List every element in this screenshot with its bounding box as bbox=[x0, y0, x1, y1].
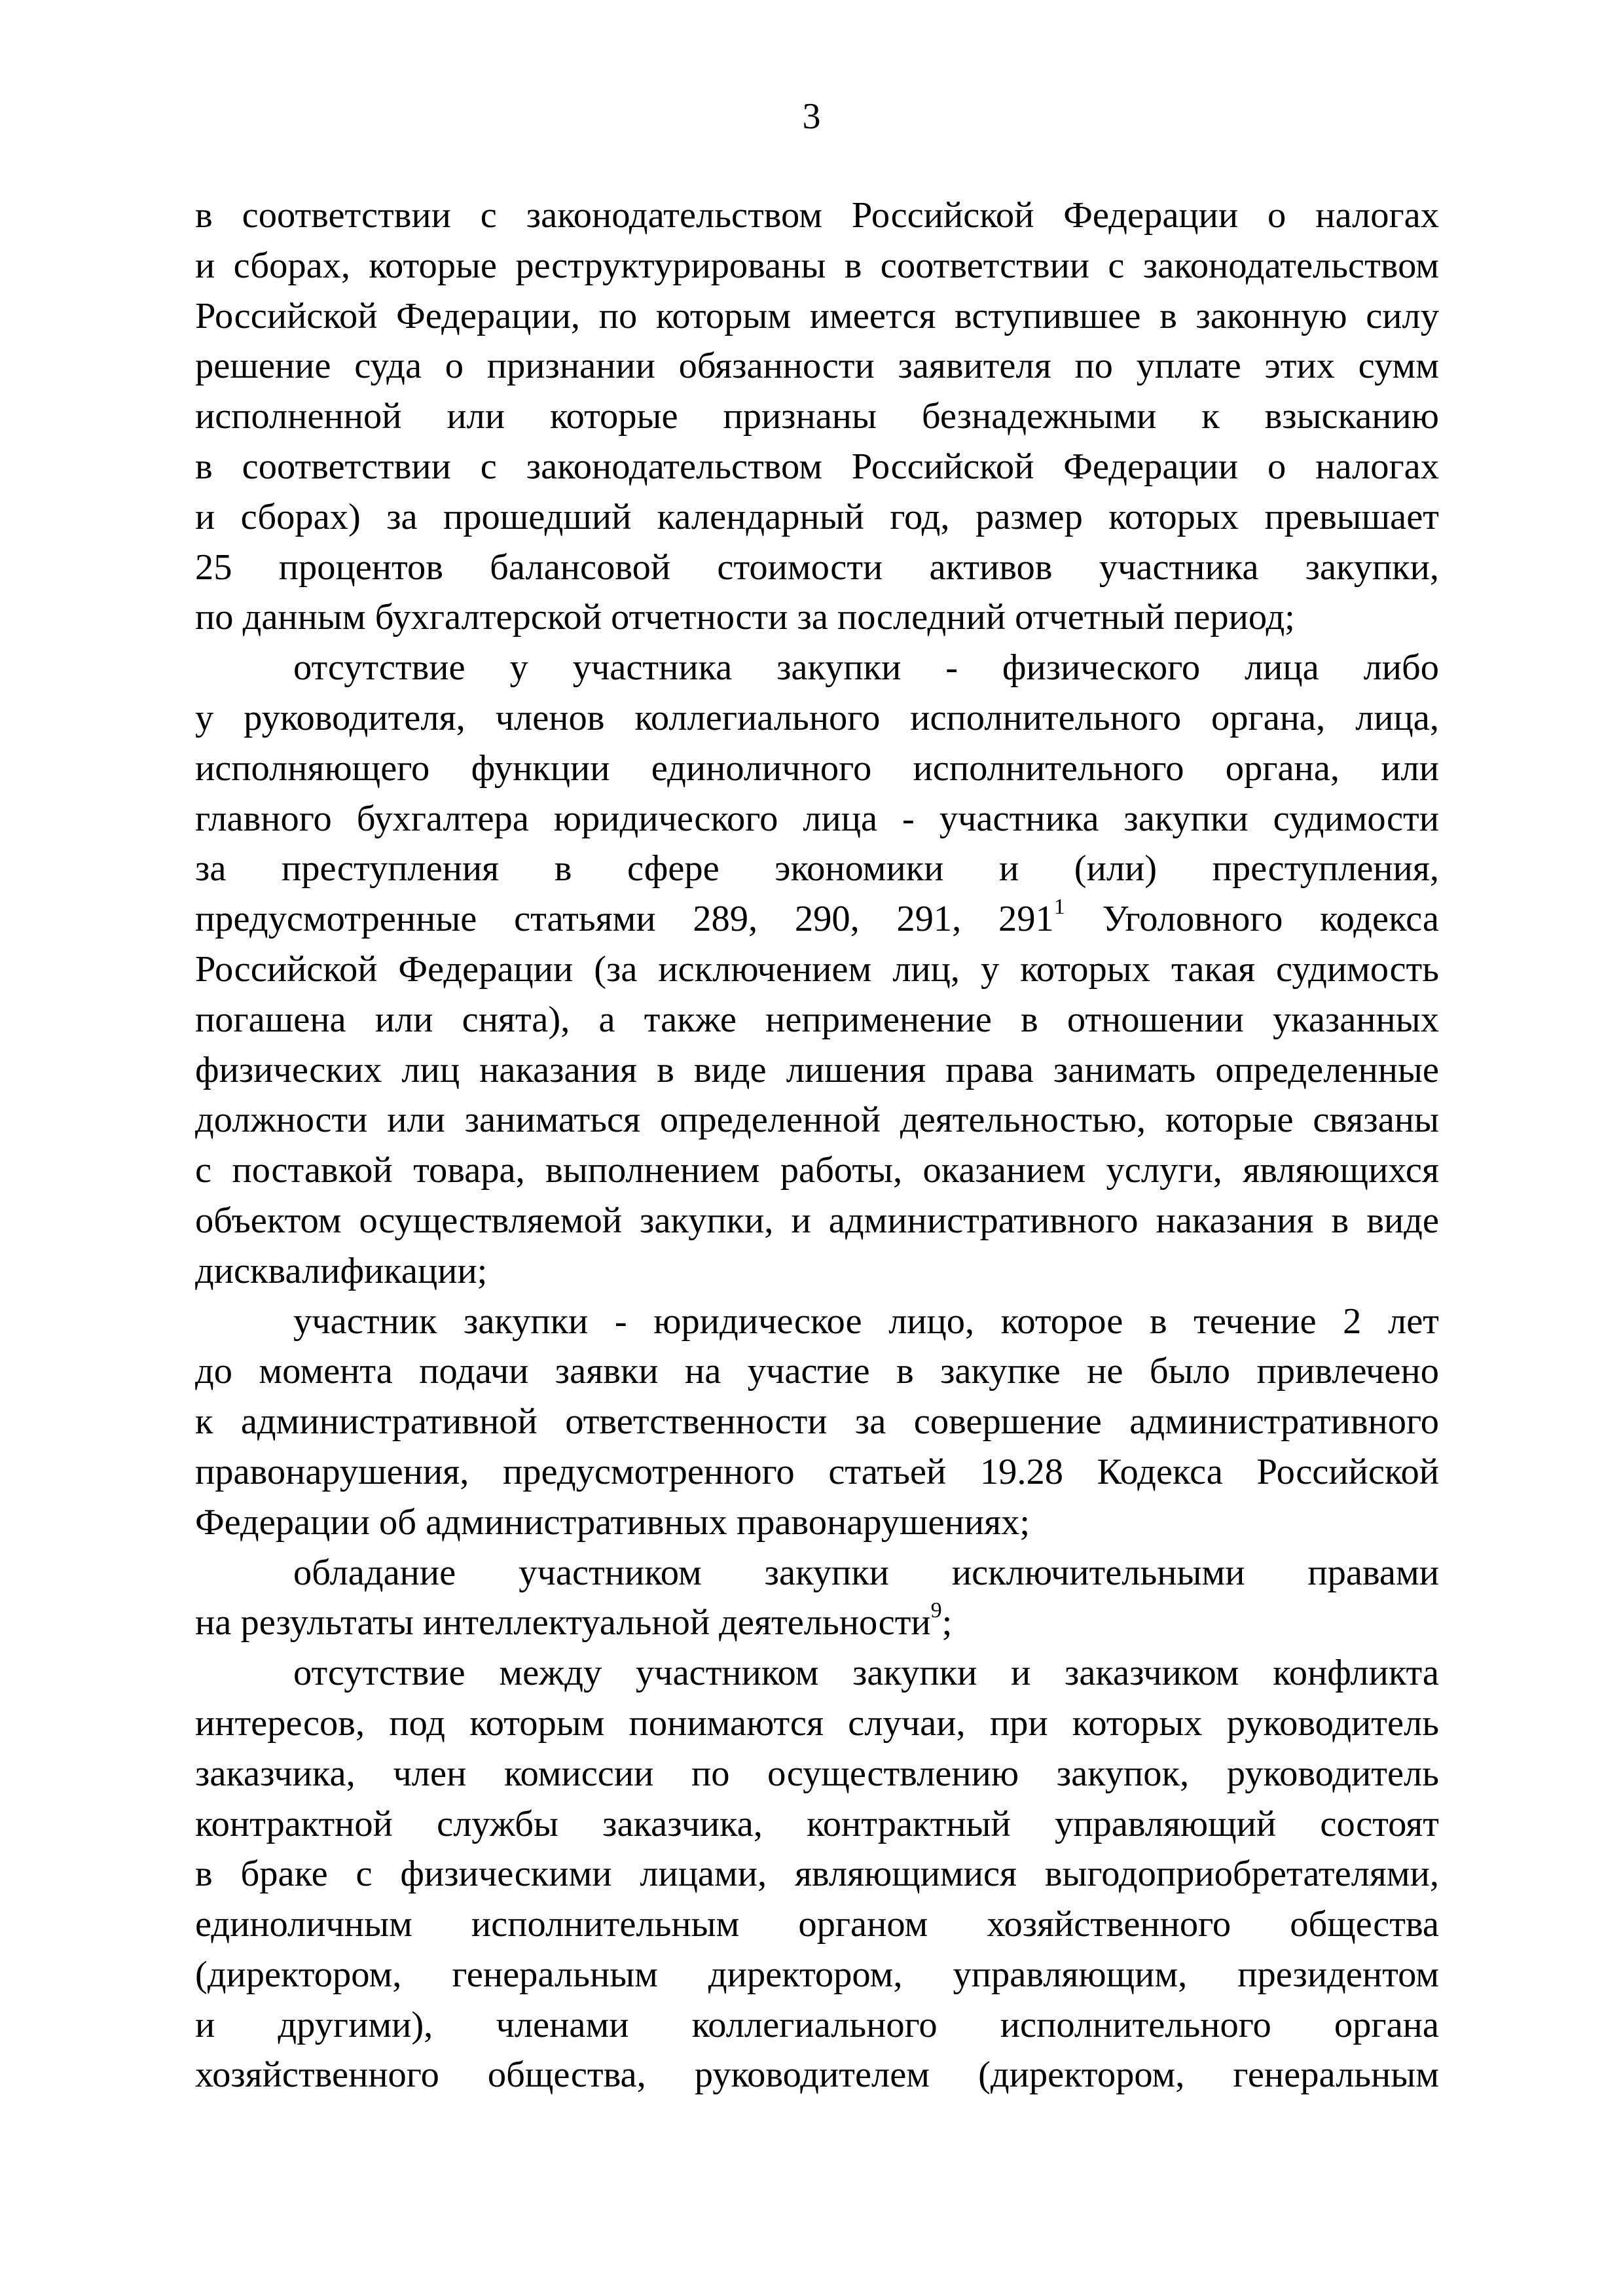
text-line: и другими), членами коллегиального исполнительного органа bbox=[195, 2004, 1439, 2045]
text-line: (директором, генеральным директором, управляющим, президентом bbox=[195, 1954, 1439, 1995]
line-tail: Уголовного кодекса bbox=[1065, 899, 1439, 940]
document-body bbox=[195, 190, 1439, 2100]
text-line: интересов, под которым понимаются случаи, при которых руководитель bbox=[195, 1702, 1439, 1744]
text-line: за преступления в сфере экономики и (или) преступления, bbox=[195, 848, 1439, 889]
text-line: у руководителя, членов коллегиального исполнительного органа, лица, bbox=[195, 697, 1439, 738]
paragraph-2 bbox=[195, 643, 1439, 1296]
text-line: к административной ответственности за совершение административного bbox=[195, 1401, 1439, 1443]
text-line: дисквалификации; bbox=[195, 1250, 488, 1291]
text-line: в браке с физическими лицами, являющимися выгодоприобретателями, bbox=[195, 1854, 1439, 1895]
text-line: в соответствии с законодательством Российской Федерации о налогах bbox=[195, 446, 1439, 487]
text-line: Российской Федерации, по которым имеется вступившее в законную силу bbox=[195, 295, 1439, 336]
superscript: 9 bbox=[930, 1598, 942, 1623]
paragraph-4 bbox=[195, 1548, 1439, 1649]
text-line: хозяйственного общества, руководителем (директором, генеральным bbox=[195, 2054, 1439, 2096]
text-line: обладание участником закупки исключительными правами bbox=[293, 1552, 1439, 1593]
text-line: должности или заниматься определенной деятельностью, которые связаны bbox=[195, 1100, 1439, 1141]
text-line-with-superscript bbox=[195, 1598, 1439, 1648]
text-line: с поставкой товара, выполнением работы, оказанием услуги, являющихся bbox=[195, 1150, 1439, 1191]
line-text: на результаты интеллектуальной деятельности bbox=[195, 1602, 931, 1643]
text-line: решение суда о признании обязанности заявителя по уплате этих сумм bbox=[195, 346, 1439, 387]
text-line: отсутствие у участника закупки - физического лица либо bbox=[293, 647, 1439, 689]
text-line: погашена или снята), а также неприменение в отношении указанных bbox=[195, 999, 1439, 1040]
paragraph-3 bbox=[195, 1297, 1439, 1548]
superscript: 1 bbox=[1053, 895, 1065, 920]
text-line: правонарушения, предусмотренного статьей 19.28 Кодекса Российской bbox=[195, 1451, 1439, 1492]
text-line: главного бухгалтера юридического лица - участника закупки судимости bbox=[195, 798, 1439, 839]
text-line: Российской Федерации (за исключением лиц, у которых такая судимость bbox=[195, 948, 1439, 990]
text-line: исполняющего функции единоличного исполнительного органа, или bbox=[195, 747, 1439, 789]
page-number: 3 bbox=[802, 96, 821, 137]
text-line: в соответствии с законодательством Российской Федерации о налогах bbox=[195, 195, 1439, 236]
paragraph-5 bbox=[195, 1648, 1439, 2100]
text-line: и сборах, которые реструктурированы в соответствии с законодательством bbox=[195, 245, 1439, 286]
text-line: и сборах) за прошедший календарный год, размер которых превышает bbox=[195, 496, 1439, 537]
text-line: 25 процентов балансовой стоимости активов участника закупки, bbox=[195, 547, 1439, 588]
line-text: предусмотренные статьями 289, 290, 291, 291 bbox=[195, 899, 1054, 940]
paragraph-1 bbox=[195, 190, 1439, 643]
text-line: по данным бухгалтерской отчетности за последний отчетный период; bbox=[195, 597, 1295, 638]
text-line: исполненной или которые признаны безнадежными к взысканию bbox=[195, 396, 1439, 437]
text-line: физических лиц наказания в виде лишения права занимать определенные bbox=[195, 1049, 1439, 1090]
text-line: участник закупки - юридическое лицо, которое в течение 2 лет bbox=[293, 1300, 1439, 1342]
text-line: единоличным исполнительным органом хозяйственного общества bbox=[195, 1904, 1439, 1945]
text-line: контрактной службы заказчика, контрактный управляющий состоят bbox=[195, 1803, 1439, 1844]
text-line: отсутствие между участником закупки и заказчиком конфликта bbox=[293, 1653, 1439, 1694]
text-line: заказчика, член комиссии по осуществлению закупок, руководитель bbox=[195, 1753, 1439, 1794]
line-tail: ; bbox=[941, 1602, 953, 1643]
text-line: Федерации об административных правонарушениях; bbox=[195, 1501, 1030, 1543]
text-line: объектом осуществляемой закупки, и административного наказания в виде bbox=[195, 1200, 1439, 1241]
text-line: до момента подачи заявки на участие в закупке не было привлечено bbox=[195, 1351, 1439, 1392]
text-line-with-superscript bbox=[195, 894, 1439, 944]
